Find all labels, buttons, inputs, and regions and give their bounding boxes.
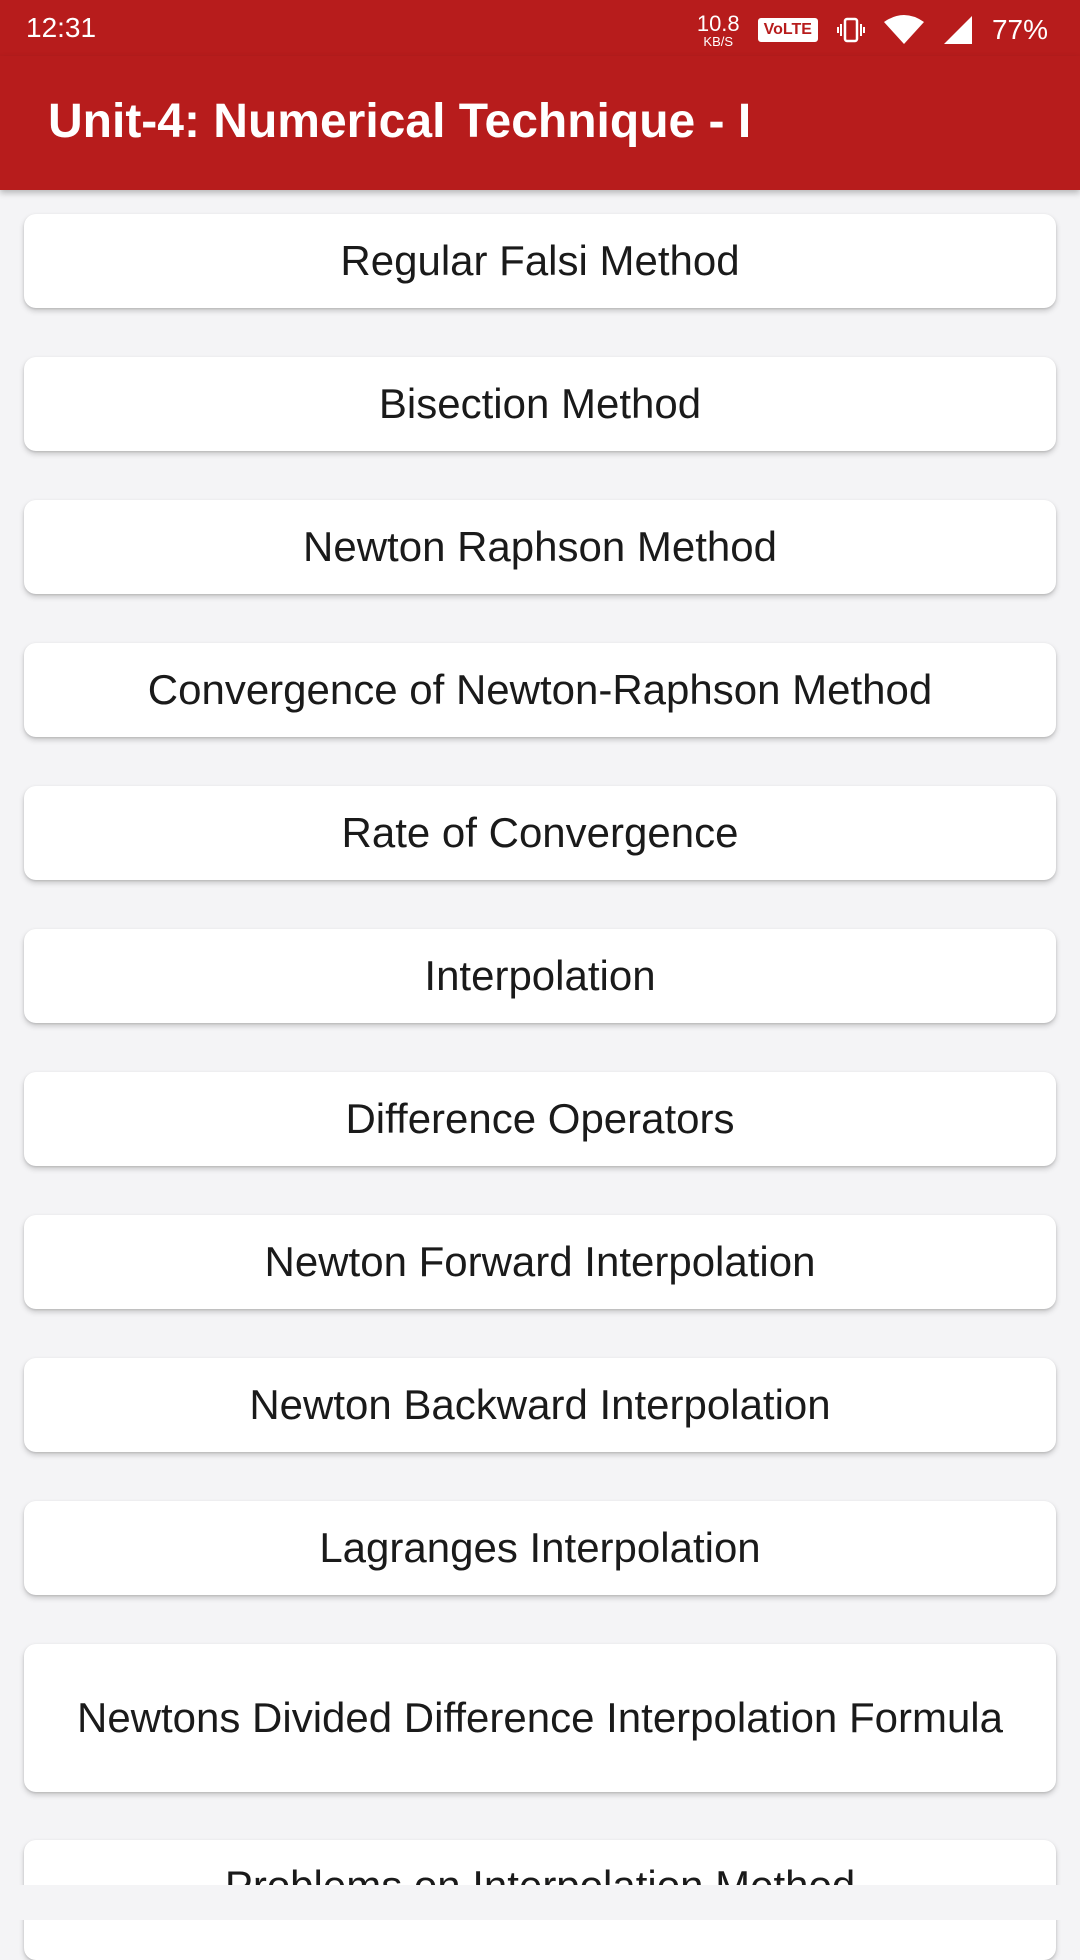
status-time: 12:31 bbox=[26, 12, 97, 43]
status-icons bbox=[697, 8, 1048, 52]
topic-card-newton-backward[interactable]: Newton Backward Interpolation bbox=[24, 1358, 1056, 1452]
battery-percent: 77% bbox=[991, 14, 1048, 45]
page-title: Unit-4: Numerical Technique - I bbox=[48, 95, 752, 148]
topic-card-convergence-newton-raphson[interactable]: Convergence of Newton-Raphson Method bbox=[24, 643, 1056, 737]
topic-card-divided-difference[interactable]: Newtons Divided Difference Interpolation Formula bbox=[24, 1644, 1056, 1792]
wifi-icon bbox=[884, 14, 924, 46]
network-speed-unit: KB/S bbox=[703, 33, 734, 49]
topic-card-rate-of-convergence[interactable]: Rate of Convergence bbox=[24, 786, 1056, 880]
signal-icon bbox=[942, 14, 974, 46]
network-speed-value: 10.8 bbox=[696, 10, 740, 36]
status-bar bbox=[0, 0, 1080, 56]
bottom-edge bbox=[0, 1885, 1080, 1920]
topic-card-interpolation[interactable]: Interpolation bbox=[24, 929, 1056, 1023]
topic-card-regular-falsi[interactable]: Regular Falsi Method bbox=[24, 214, 1056, 308]
topic-card-difference-operators[interactable]: Difference Operators bbox=[24, 1072, 1056, 1166]
topic-card-lagranges[interactable]: Lagranges Interpolation bbox=[24, 1501, 1056, 1595]
vibrate-icon bbox=[836, 15, 866, 45]
topic-list[interactable] bbox=[0, 190, 1080, 1885]
volte-badge: VoLTE bbox=[758, 18, 818, 42]
topic-card-newton-raphson[interactable]: Newton Raphson Method bbox=[24, 500, 1056, 594]
app-bar bbox=[0, 56, 1080, 190]
topic-card-bisection[interactable]: Bisection Method bbox=[24, 357, 1056, 451]
topic-card-newton-forward[interactable]: Newton Forward Interpolation bbox=[24, 1215, 1056, 1309]
network-speed bbox=[696, 10, 740, 49]
